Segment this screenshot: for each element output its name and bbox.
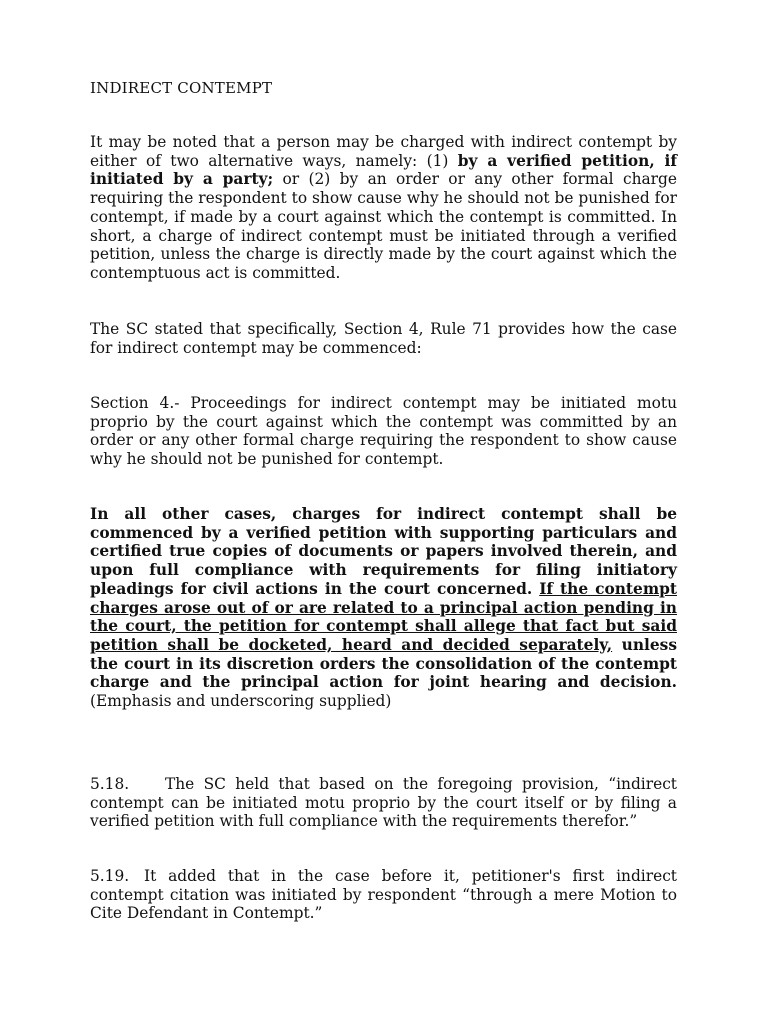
paragraph-text: The SC held that based on the foregoing provision, “indirect contempt can be initiated motu proprio by the court itself or by filing a verified petition with full compliance with the requirements therefor.” bbox=[90, 775, 677, 831]
bold-text: In all other cases, charges for indirect contempt shall be commenced by a verified petition with supporting particulars and certified true copies of documents or papers involved therein, and upon full compliance with requirements for filing initiatory pleadings for civil actions in the court concerned. bbox=[90, 505, 677, 598]
bold-text: by a verified petition, if initiated by a party; bbox=[90, 151, 677, 189]
bold-text: unless the court in its discretion orders the consolidation of the contempt charge and the principal action for joint hearing and decision. bbox=[90, 635, 677, 692]
paragraph-rule-quote bbox=[90, 505, 677, 711]
emphasis-note: (Emphasis and underscoring supplied) bbox=[90, 692, 392, 711]
paragraph-two-ways bbox=[90, 133, 677, 283]
paragraph-text: or (2) by an order or any other formal charge requiring the respondent to show cause why he should not be punished for contempt, if made by a court against which the contempt is committed. In short, a charge of indirect contempt must be initiated through a verified petition, unless the charge is directly made by the court against which the contemptuous act is committed. bbox=[90, 170, 677, 282]
paragraph-5-18 bbox=[90, 775, 677, 831]
page-title: INDIRECT CONTEMPT bbox=[90, 79, 273, 97]
paragraph-section-intro: The SC stated that specifically, Section 4, Rule 71 provides how the case for indirect contempt may be commenced: bbox=[90, 320, 677, 357]
paragraph-5-19 bbox=[90, 867, 677, 923]
paragraph-number: 5.18. bbox=[90, 775, 130, 793]
paragraph-section-4: Section 4.- Proceedings for indirect contempt may be initiated motu proprio by the court against which the contempt was committed by an order or any other formal charge requiring the respondent to show cause why he should not be punished for contempt. bbox=[90, 394, 677, 469]
paragraph-text: It may be noted that a person may be charged with indirect contempt by either of two alternative ways, namely: (1) bbox=[90, 133, 677, 170]
paragraph-number: 5.19. bbox=[90, 867, 130, 885]
paragraph-text: It added that in the case before it, petitioner's first indirect contempt citation was initiated by respondent “through a mere Motion to Cite Defendant in Contempt.” bbox=[90, 867, 677, 923]
underlined-text: If the contempt charges arose out of or are related to a principal action pending in the court, the petition for contempt shall allege that fact but said petition shall be docketed, heard and decided separately, bbox=[90, 579, 677, 654]
